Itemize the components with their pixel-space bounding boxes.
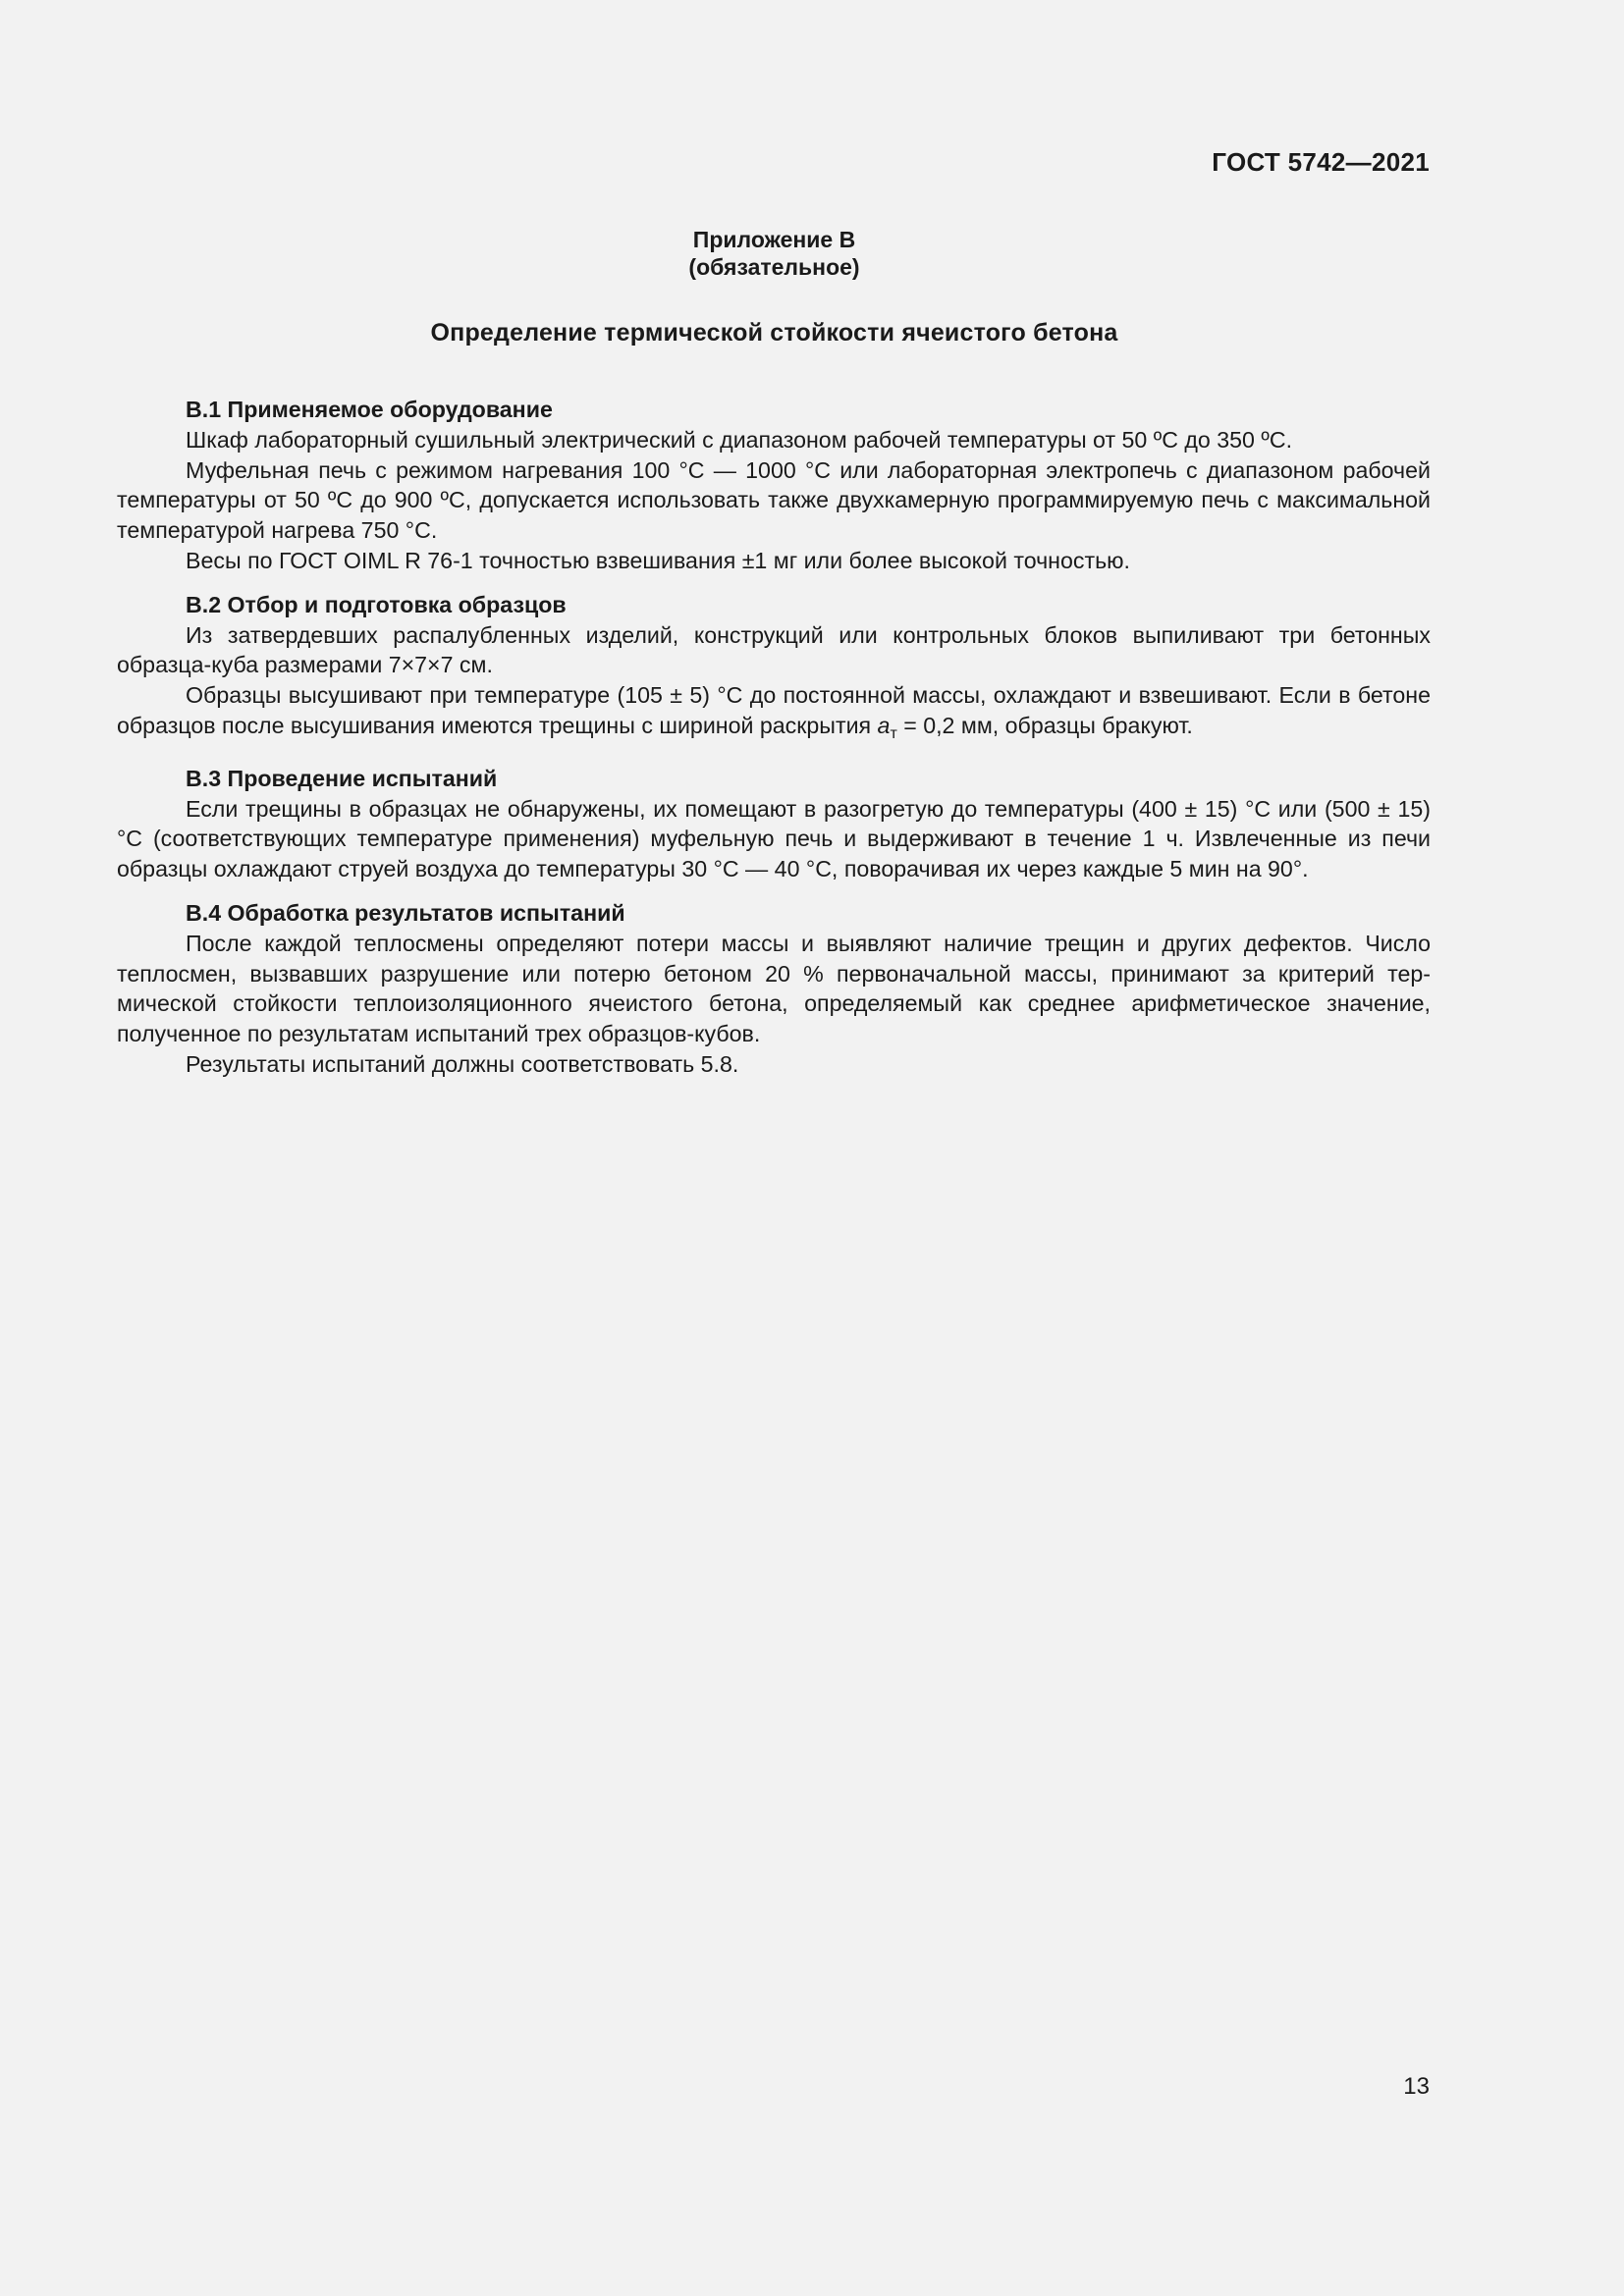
paragraph: Шкаф лабораторный сушильный электрический с диапазоном рабочей температуры от 50 ºС до 350 ºС.	[186, 426, 1293, 453]
document-body	[117, 395, 1431, 1080]
paragraph	[117, 680, 1431, 750]
text-run: = 0,2 мм, образцы бракуют.	[896, 712, 1193, 738]
section-heading-b1: В.1 Применяемое оборудование	[186, 397, 553, 422]
paragraph: Если трещины в образцах не обнаружены, их помещают в разогретую до температуры (400 ± 15) °С или (500 ± 15) °С (соответствующих температуре применения) муфельную печь и выдерживают в течение 1 ч. Извлеченные из печи образцы охлаждают струей воздуха до температуры 30 °С — 40 °С, поворачивая их через каждые 5 мин на 90°.	[117, 795, 1431, 882]
appendix-status: (обязательное)	[688, 254, 860, 280]
appendix-title: Определение термической стойкости ячеистого бетона	[430, 319, 1118, 347]
crack-width-variable: a	[877, 712, 891, 738]
paragraph: Весы по ГОСТ OIML R 76-1 точностью взвешивания ±1 мг или более высокой точностью.	[186, 547, 1130, 573]
paragraph: Результаты испытаний должны соответствовать 5.8.	[186, 1050, 739, 1077]
appendix-header	[0, 226, 1548, 281]
section-heading-b2: В.2 Отбор и подготовка образцов	[186, 591, 567, 617]
section-heading-b3: В.3 Проведение испытаний	[186, 765, 498, 791]
page-number: 13	[1403, 2073, 1430, 2100]
variable-subscript: т	[890, 724, 897, 742]
paragraph: Из затвердевших распалубленных изделий, конструкций или контрольных блоков выпиливают три бетонных образца-куба размерами 7×7×7 см.	[117, 621, 1431, 678]
paragraph: После каждой теплосмены определяют потери массы и выявляют наличие трещин и других дефектов. Число теплосмен, вызвавших разрушение или потерю бетоном 20 % первоначальной массы, принимают за критерий термической стойкости теплоизоляционного ячеистого бетона, определяемый как среднее арифметическое значение, полученное по результатам испытаний трех образцов-кубов.	[117, 930, 1431, 1047]
paragraph: Муфельная печь с режимом нагревания 100 °С — 1000 °С или лабораторная электропечь с диапазоном рабочей температуры от 50 ºС до 900 ºС, допускается использовать также двухкамерную программируемую печь с максимальной температурой нагрева 750 °С.	[117, 456, 1431, 544]
section-heading-b4: В.4 Обработка результатов испытаний	[186, 899, 625, 926]
appendix-label: Приложение В	[692, 227, 856, 252]
document-code: ГОСТ 5742—2021	[1212, 147, 1430, 177]
text-run: Образцы высушивают при температуре (105 ± 5) °С до постоянной массы, охлаждают и взвешивают. Если в бетоне образцов после высушивания имеются трещины с шириной раскрытия	[117, 682, 1431, 738]
